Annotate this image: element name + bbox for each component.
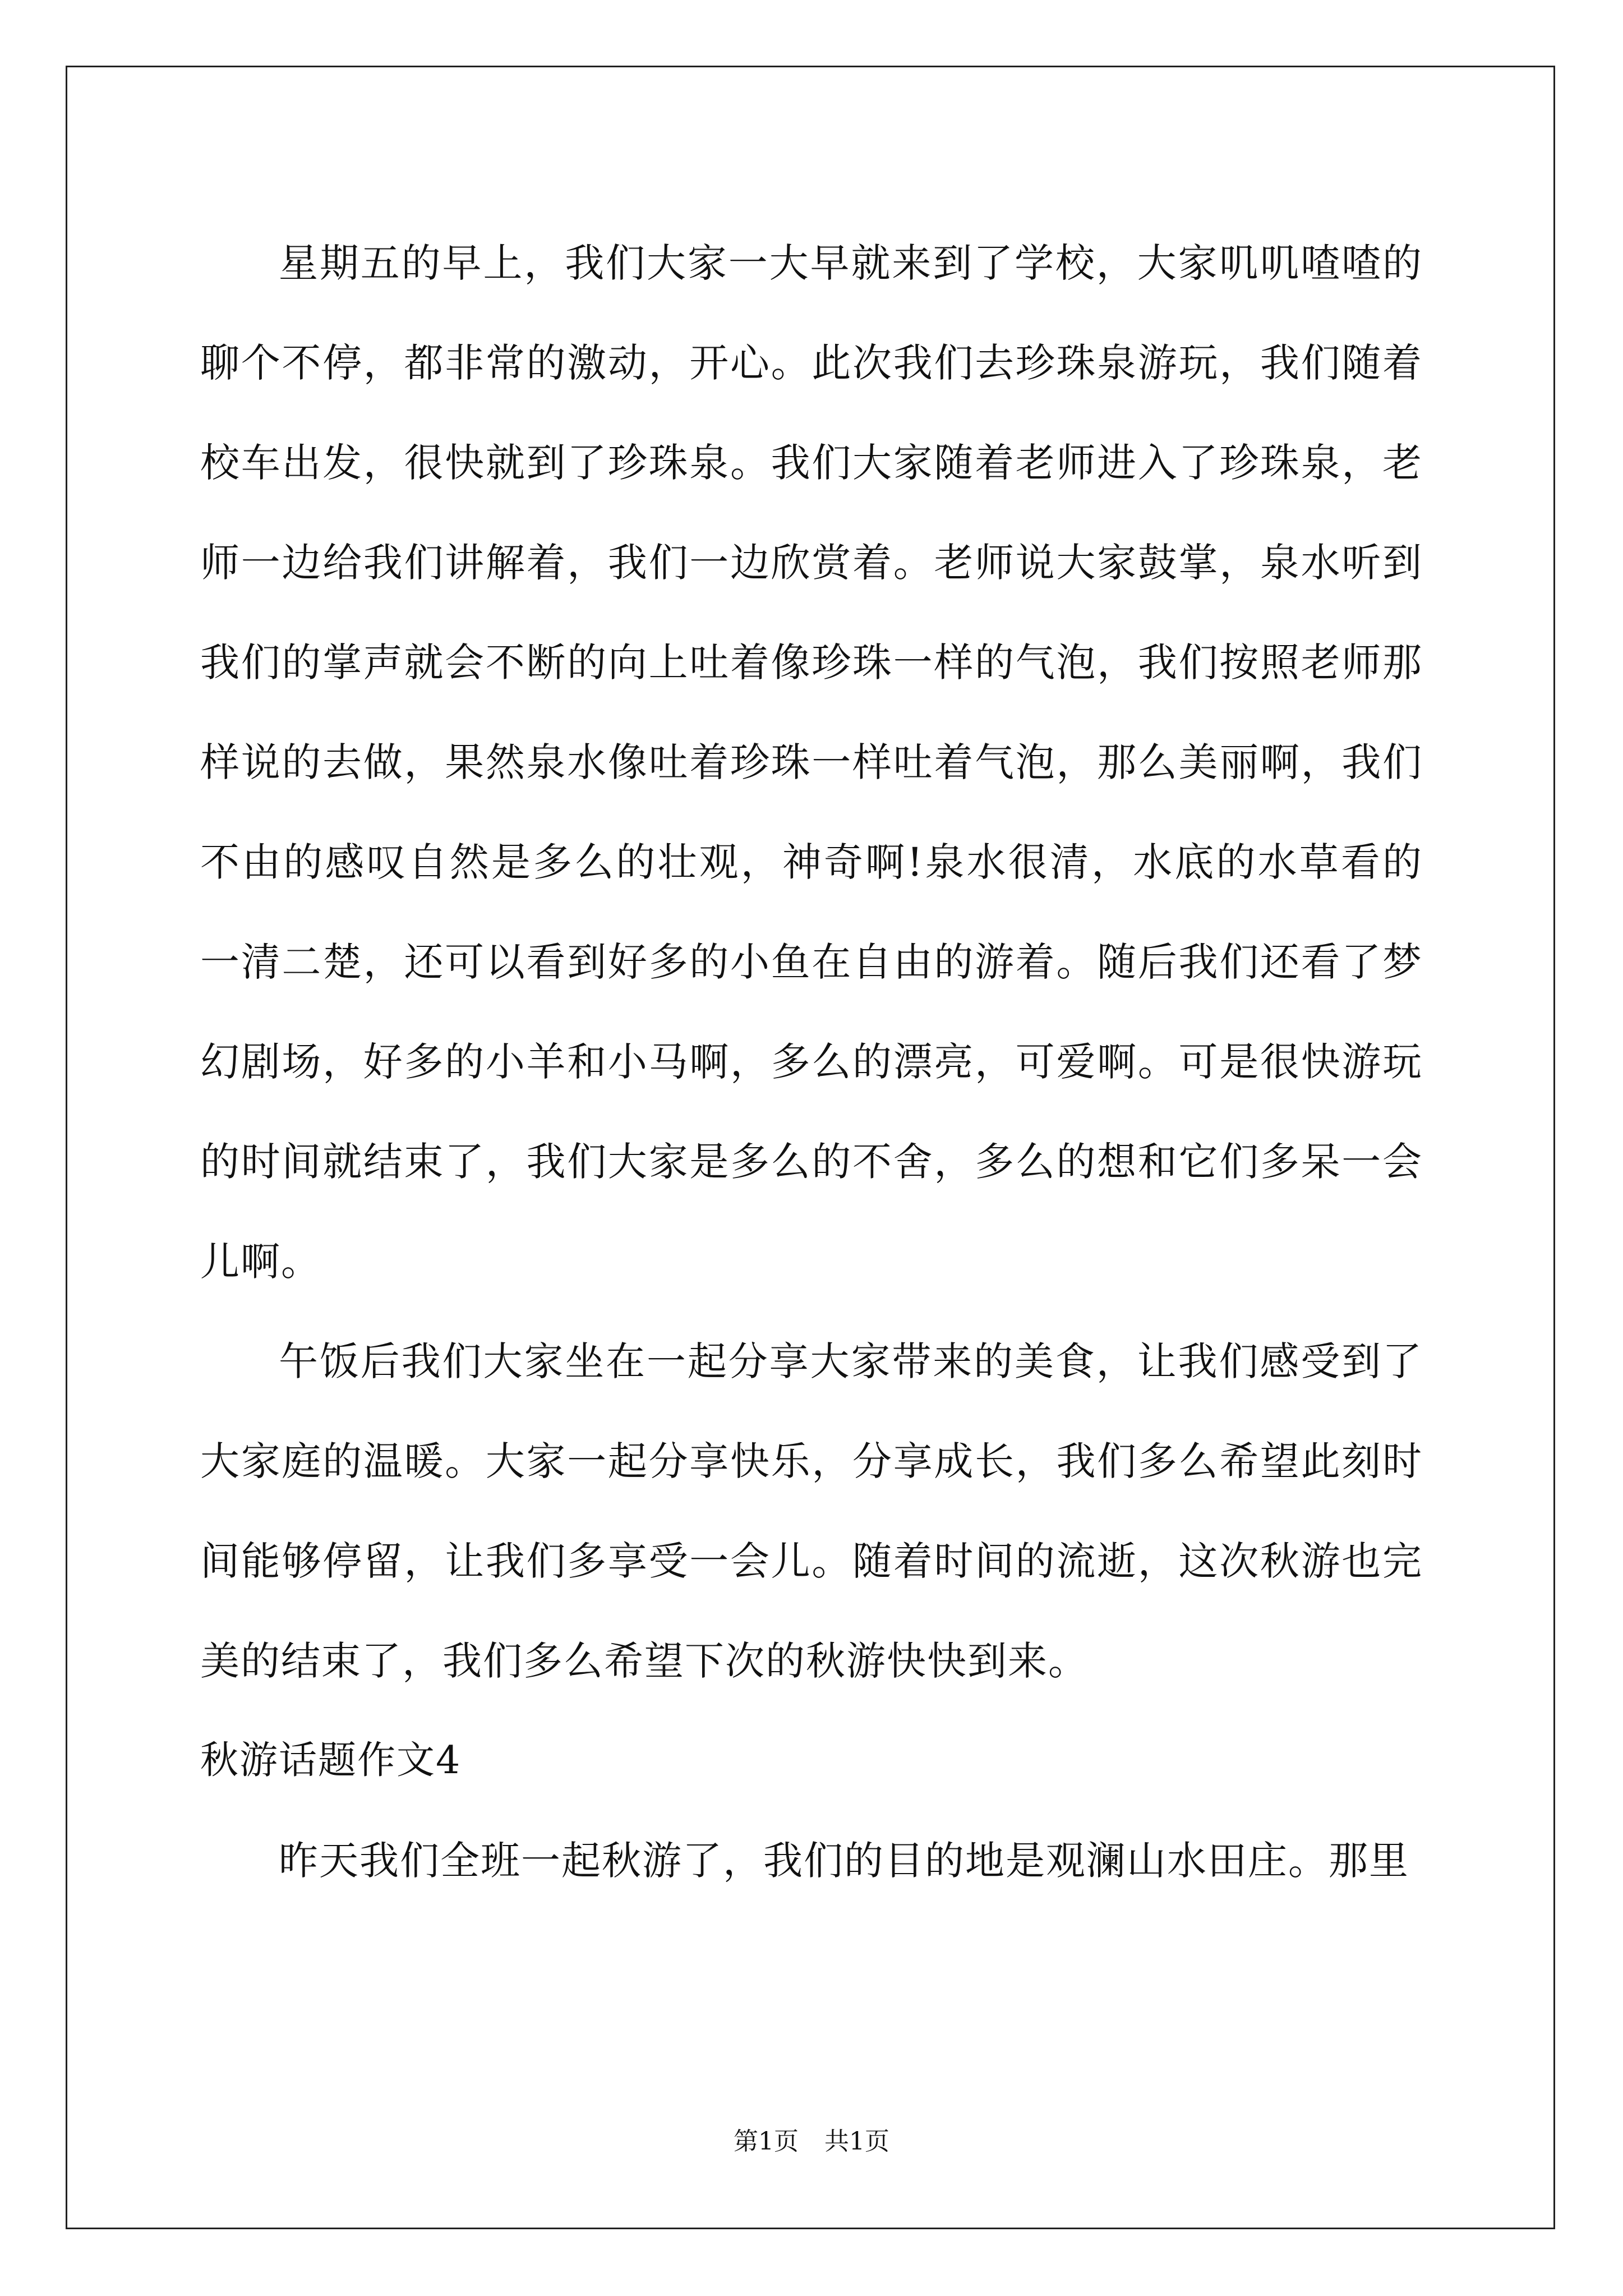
paragraph-3: 昨天我们全班一起秋游了，我们的目的地是观澜山水田庄。那里 (279, 1838, 1409, 1884)
paragraph-1: 星期五的早上，我们大家一大早就来到了学校，大家叽叽喳喳的聊个不停，都非常的激动，开心。此次我们去珍珠泉游玩，我们随着校车出发，很快就到了珍珠泉。我们大家随着老师进入了珍珠泉，老师一边给我们讲解着，我们一边欣赏着。老师说大家鼓掌，泉水听到我们的掌声就会不断的向上吐着像珍珠一样的气泡，我们按照老师那样说的去做，果然泉水像吐着珍珠一样吐着气泡，那么美丽啊，我们不由的感叹自然是多么的壮观，神奇啊!泉水很清，水底的水草看的一清二楚，还可以看到好多的小鱼在自由的游着。随后我们还看了梦幻剧场，好多的小羊和小马啊，多么的漂亮，可爱啊。可是很快游玩的时间就结束了，我们大家是多么的不舍，多么的想和它们多呆一会儿啊。 (200, 240, 1423, 1285)
page-total: 共1页 (824, 2127, 889, 2156)
section-heading: 秋游话题作文4 (200, 1738, 462, 1783)
page-number: 第1页 (734, 2127, 799, 2156)
page-footer (0, 2125, 1623, 2159)
document-body (200, 213, 1423, 1911)
paragraph-2: 午饭后我们大家坐在一起分享大家带来的美食，让我们感受到了大家庭的温暖。大家一起分享快乐，分享成长，我们多么希望此刻时间能够停留，让我们多享受一会儿。随着时间的流逝，这次秋游也完美的结束了，我们多么希望下次的秋游快快到来。 (200, 1338, 1423, 1684)
